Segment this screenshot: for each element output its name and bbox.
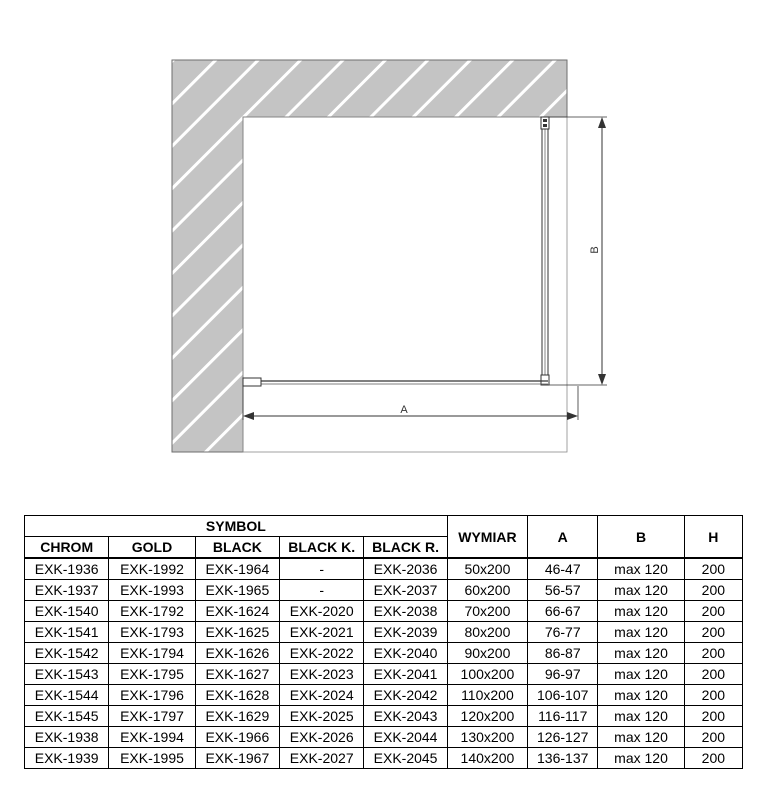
table-row: [25, 748, 743, 769]
gold-cell: EXK-1796: [109, 685, 195, 706]
black-r-cell: EXK-2038: [364, 601, 447, 622]
size-cell: 50x200: [447, 558, 527, 580]
b-cell: max 120: [598, 643, 684, 664]
h-cell: 200: [684, 643, 742, 664]
chrom-cell: EXK-1936: [25, 558, 109, 580]
chrom-cell: EXK-1544: [25, 685, 109, 706]
table-row: [25, 558, 743, 580]
chrom-cell: EXK-1545: [25, 706, 109, 727]
h-cell: 200: [684, 727, 742, 748]
size-header: WYMIAR: [447, 516, 527, 559]
chrom-cell: EXK-1542: [25, 643, 109, 664]
b-cell: max 120: [598, 664, 684, 685]
black-cell: EXK-1628: [195, 685, 279, 706]
symbol-header: SYMBOL: [25, 516, 448, 537]
black-r-cell: EXK-2040: [364, 643, 447, 664]
b-cell: max 120: [598, 685, 684, 706]
h-cell: 200: [684, 601, 742, 622]
a-cell: 126-127: [528, 727, 598, 748]
black-cell: EXK-1624: [195, 601, 279, 622]
gold-cell: EXK-1992: [109, 558, 195, 580]
h-cell: 200: [684, 580, 742, 601]
black-k-cell: EXK-2021: [280, 622, 364, 643]
h-cell: 200: [684, 664, 742, 685]
gold-cell: EXK-1994: [109, 727, 195, 748]
a-cell: 46-47: [528, 558, 598, 580]
black-k-header: BLACK K.: [280, 537, 364, 559]
black-cell: EXK-1967: [195, 748, 279, 769]
chrom-cell: EXK-1937: [25, 580, 109, 601]
a-cell: 66-67: [528, 601, 598, 622]
black-cell: EXK-1629: [195, 706, 279, 727]
a-header: A: [528, 516, 598, 559]
gold-cell: EXK-1993: [109, 580, 195, 601]
size-cell: 130x200: [447, 727, 527, 748]
a-cell: 106-107: [528, 685, 598, 706]
room-outline: [243, 117, 567, 452]
table-row: [25, 601, 743, 622]
dimension-b-label: B: [589, 246, 601, 254]
chrom-cell: EXK-1541: [25, 622, 109, 643]
chrom-cell: EXK-1938: [25, 727, 109, 748]
b-cell: max 120: [598, 706, 684, 727]
table-row: [25, 685, 743, 706]
h-header: H: [684, 516, 742, 559]
a-cell: 86-87: [528, 643, 598, 664]
size-cell: 100x200: [447, 664, 527, 685]
black-r-cell: EXK-2044: [364, 727, 447, 748]
size-cell: 80x200: [447, 622, 527, 643]
h-cell: 200: [684, 706, 742, 727]
chrom-cell: EXK-1543: [25, 664, 109, 685]
b-cell: max 120: [598, 622, 684, 643]
b-cell: max 120: [598, 748, 684, 769]
table-row: [25, 580, 743, 601]
product-spec-table: [24, 515, 743, 769]
black-k-cell: EXK-2023: [280, 664, 364, 685]
h-cell: 200: [684, 622, 742, 643]
black-k-cell: -: [280, 580, 364, 601]
size-cell: 90x200: [447, 643, 527, 664]
a-cell: 56-57: [528, 580, 598, 601]
black-k-cell: EXK-2025: [280, 706, 364, 727]
gold-cell: EXK-1794: [109, 643, 195, 664]
table-row: [25, 727, 743, 748]
a-cell: 116-117: [528, 706, 598, 727]
h-cell: 200: [684, 685, 742, 706]
dimension-a: [243, 386, 578, 420]
b-header: B: [598, 516, 684, 559]
size-cell: 110x200: [447, 685, 527, 706]
black-cell: EXK-1964: [195, 558, 279, 580]
size-cell: 70x200: [447, 601, 527, 622]
black-r-cell: EXK-2041: [364, 664, 447, 685]
a-cell: 96-97: [528, 664, 598, 685]
gold-cell: EXK-1795: [109, 664, 195, 685]
gold-cell: EXK-1995: [109, 748, 195, 769]
table-row: [25, 643, 743, 664]
a-cell: 76-77: [528, 622, 598, 643]
gold-cell: EXK-1797: [109, 706, 195, 727]
chrom-cell: EXK-1540: [25, 601, 109, 622]
black-r-cell: EXK-2042: [364, 685, 447, 706]
black-k-cell: EXK-2020: [280, 601, 364, 622]
black-cell: EXK-1627: [195, 664, 279, 685]
table-row: [25, 622, 743, 643]
b-cell: max 120: [598, 601, 684, 622]
black-cell: EXK-1625: [195, 622, 279, 643]
black-k-cell: -: [280, 558, 364, 580]
black-r-cell: EXK-2039: [364, 622, 447, 643]
gold-cell: EXK-1793: [109, 622, 195, 643]
table-row: [25, 664, 743, 685]
black-cell: EXK-1626: [195, 643, 279, 664]
table-row: [25, 706, 743, 727]
black-header: BLACK: [195, 537, 279, 559]
black-k-cell: EXK-2024: [280, 685, 364, 706]
size-cell: 60x200: [447, 580, 527, 601]
h-cell: 200: [684, 558, 742, 580]
table-body: [25, 558, 743, 769]
chrom-header: CHROM: [25, 537, 109, 559]
gold-header: GOLD: [109, 537, 195, 559]
glass-panel: [541, 117, 549, 385]
black-r-cell: EXK-2037: [364, 580, 447, 601]
gold-cell: EXK-1792: [109, 601, 195, 622]
size-cell: 120x200: [447, 706, 527, 727]
black-k-cell: EXK-2026: [280, 727, 364, 748]
b-cell: max 120: [598, 558, 684, 580]
b-cell: max 120: [598, 727, 684, 748]
size-cell: 140x200: [447, 748, 527, 769]
base-profile: [243, 378, 548, 386]
a-cell: 136-137: [528, 748, 598, 769]
black-r-cell: EXK-2043: [364, 706, 447, 727]
black-r-cell: EXK-2045: [364, 748, 447, 769]
h-cell: 200: [684, 748, 742, 769]
black-r-cell: EXK-2036: [364, 558, 447, 580]
black-cell: EXK-1965: [195, 580, 279, 601]
wall-hatch: [172, 60, 567, 452]
black-cell: EXK-1966: [195, 727, 279, 748]
chrom-cell: EXK-1939: [25, 748, 109, 769]
black-r-header: BLACK R.: [364, 537, 447, 559]
black-k-cell: EXK-2027: [280, 748, 364, 769]
black-k-cell: EXK-2022: [280, 643, 364, 664]
b-cell: max 120: [598, 580, 684, 601]
dimension-a-label: A: [400, 404, 408, 416]
